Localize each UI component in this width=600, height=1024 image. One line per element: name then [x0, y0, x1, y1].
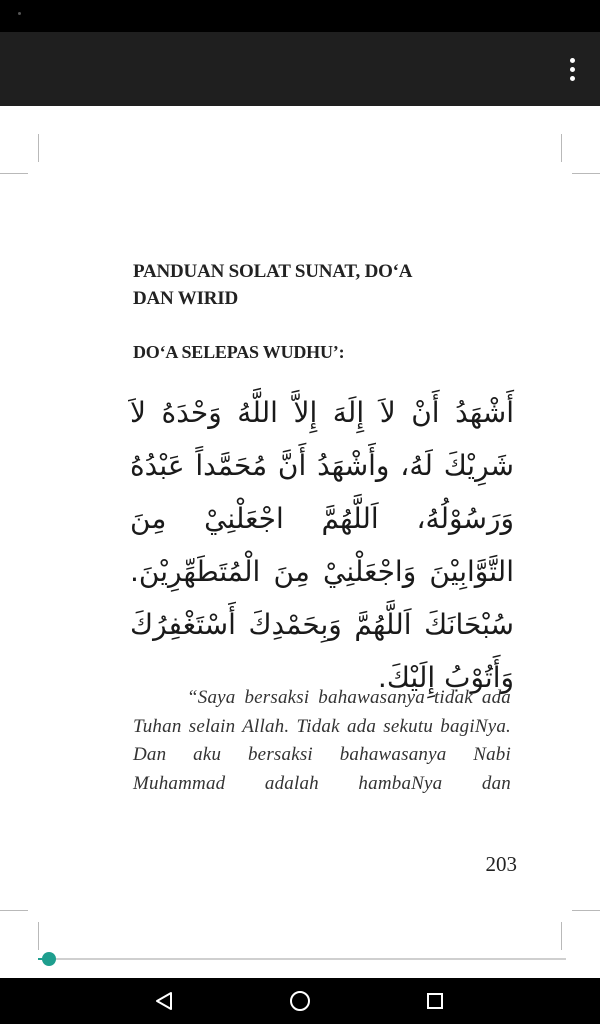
crop-mark [561, 922, 562, 950]
translation-text: “Saya bersaksi bahawasanya tidak ada Tuhan selain Allah. Tidak ada sekutu bagiNya. Dan aku bersaksi bahawasanya Nabi Muhammad adalah hambaNya dan [133, 687, 511, 794]
status-bar [0, 0, 600, 32]
crop-mark [572, 910, 600, 911]
book-page[interactable] [0, 106, 600, 976]
crop-mark [0, 173, 28, 174]
notification-dot-icon [18, 12, 21, 15]
arabic-prayer-text: أَشْهَدُ أَنْ لاَ إِلَهَ إِلاَّ اللَّهُ وَحْدَهُ لاَ شَرِيْكَ لَهُ، وأَشْهَدُ أَنَّ مُحَمَّداً عَبْدُهُ وَرَسُوْلُهُ، اَللَّهُمَّ اجْعَلْنِيْ مِنَ التَّوَّابِيْنَ وَاجْعَلْنِيْ مِنَ الْمُتَطَهِّرِيْنَ. سُبْحَانَكَ اَللَّهُمَّ وَبِحَمْدِكَ أَسْتَغْفِرُكَ وَأَتُوْبُ إِلَيْكَ. [130, 396, 514, 694]
page-title-line-2: DAN WIRID [133, 288, 239, 309]
more-vert-icon[interactable] [558, 52, 586, 86]
crop-mark [0, 910, 28, 911]
crop-mark [572, 173, 600, 174]
home-circle-icon[interactable] [270, 981, 330, 1021]
crop-mark [561, 134, 562, 162]
translation-paragraph [133, 684, 511, 798]
navigation-bar [0, 978, 600, 1024]
section-heading: DO‘A SELEPAS WUDHU’: [133, 342, 345, 362]
page-title [133, 258, 493, 312]
app-bar [0, 32, 600, 106]
page-number: 203 [485, 852, 517, 876]
back-triangle-icon[interactable] [134, 981, 194, 1021]
recents-square-icon[interactable] [405, 981, 465, 1021]
reading-progress-slider[interactable] [38, 958, 566, 960]
crop-mark [38, 922, 39, 950]
page-title-line-1: PANDUAN SOLAT SUNAT, DO‘A [133, 261, 413, 282]
reading-progress-thumb[interactable] [42, 952, 56, 966]
crop-mark [38, 134, 39, 162]
